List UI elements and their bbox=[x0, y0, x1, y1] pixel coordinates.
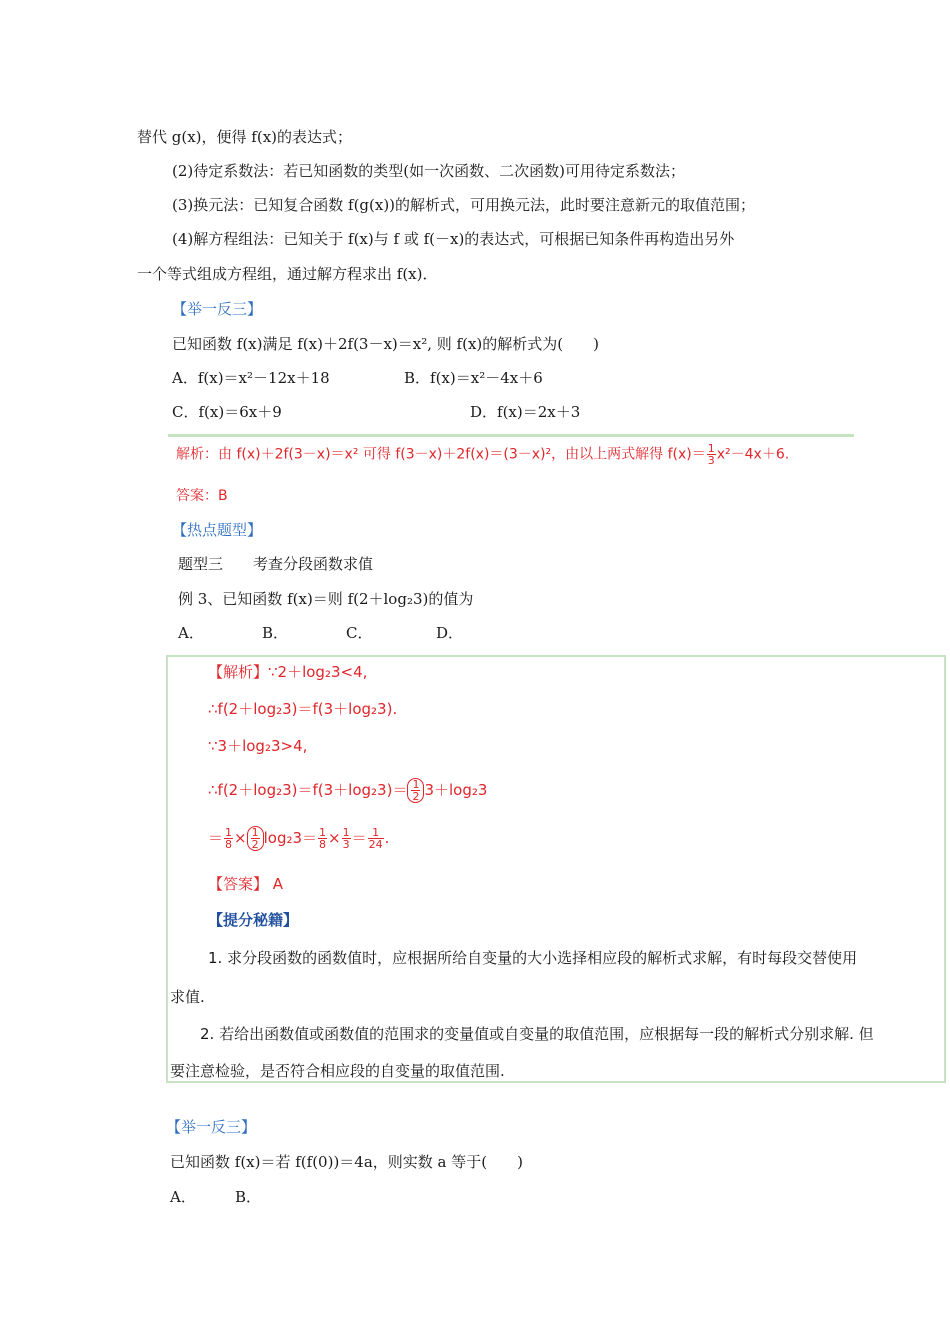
tips-p1-line1: 1. 求分段函数的函数值时，应根据所给自变量的大小选择相应段的解析式求解，有时每段交替使用 bbox=[208, 949, 858, 967]
fraction-denominator: 2 bbox=[251, 838, 259, 851]
ex1-option-c: C．f(x)＝6x＋9 bbox=[172, 403, 282, 421]
tips-p2-line2: 要注意检验，是否符合相应段的自变量的取值范围. bbox=[170, 1062, 505, 1080]
tips-title: 【提分秘籍】 bbox=[208, 911, 299, 929]
ex1-option-b: B．f(x)＝x²－4x＋6 bbox=[404, 369, 543, 387]
ex1-tag: 【举一反三】 bbox=[172, 300, 263, 318]
method-2: (2)待定系数法：若已知函数的类型(如一次函数、二次函数)可用待定系数法； bbox=[172, 162, 685, 180]
fraction-denominator: 8 bbox=[225, 838, 233, 851]
fraction bbox=[342, 827, 351, 850]
fraction-denominator: 3 bbox=[342, 838, 350, 851]
hot-type-title: 题型三 考查分段函数求值 bbox=[178, 555, 374, 573]
fraction-numerator: 1 bbox=[251, 826, 259, 839]
equals: ＝ bbox=[208, 829, 224, 847]
solution-line-1: 【解析】∵2＋log₂3<4, bbox=[208, 663, 368, 681]
ex1-option-d: D．f(x)＝2x＋3 bbox=[470, 403, 581, 421]
ex1-analysis-tail: x²－4x＋6. bbox=[716, 446, 790, 463]
fraction-numerator: 1 bbox=[412, 778, 420, 791]
hot-option-a: A． bbox=[178, 624, 204, 642]
fraction-denominator: 3 bbox=[707, 454, 715, 467]
ex1-analysis bbox=[176, 443, 789, 466]
tips-p1-line2: 求值. bbox=[170, 988, 205, 1006]
ex1-option-a: A．f(x)＝x²－12x＋18 bbox=[172, 369, 330, 387]
ex2-question: 已知函数 f(x)＝若 f(f(0))＝4a，则实数 a 等于( ) bbox=[170, 1153, 523, 1171]
fraction-numerator: 1 bbox=[342, 826, 350, 839]
fraction-denominator: 8 bbox=[319, 838, 327, 851]
fraction-numerator: 1 bbox=[225, 826, 233, 839]
ex1-analysis-text: 解析：由 f(x)＋2f(3－x)＝x² 可得 f(3－x)＋2f(x)＝(3－x)²，由以上两式解得 f(x)＝ bbox=[176, 446, 706, 463]
fraction-numerator: 1 bbox=[368, 827, 384, 839]
fraction-numerator: 1 bbox=[319, 826, 327, 839]
tips-p2-line1: 2. 若给出函数值或函数值的范围求的变量值或自变量的取值范围，应根据每一段的解析式分别求解. 但 bbox=[200, 1025, 874, 1043]
fraction bbox=[411, 779, 420, 802]
fraction-numerator: 1 bbox=[707, 442, 715, 455]
solution-line-4 bbox=[208, 778, 487, 803]
log-term: log₂3＝ bbox=[263, 829, 318, 847]
method-4-line1: (4)解方程组法：已知关于 f(x)与 f 或 f(－x)的表达式，可根据已知条件再构造出另外 bbox=[172, 230, 735, 248]
solution-box bbox=[166, 655, 946, 1083]
method-3: (3)换元法：已知复合函数 f(g(x))的解析式，可用换元法，此时要注意新元的取值范围； bbox=[172, 196, 756, 214]
solution-line-2: ∴f(2＋log₂3)＝f(3＋log₂3). bbox=[208, 700, 398, 718]
ex2-tag: 【举一反三】 bbox=[166, 1118, 257, 1136]
hot-option-b: B． bbox=[262, 624, 289, 642]
ex1-answer: 答案：B bbox=[176, 488, 228, 504]
fraction bbox=[251, 827, 260, 850]
fraction-denominator: 24 bbox=[368, 838, 383, 851]
paren-group bbox=[247, 826, 264, 851]
fraction-denominator: 2 bbox=[412, 790, 420, 803]
solution-line-4-text: ∴f(2＋log₂3)＝f(3＋log₂3)＝ bbox=[208, 781, 408, 799]
times: × bbox=[328, 829, 341, 847]
fraction bbox=[318, 827, 327, 850]
solution-line-4-exponent: 3＋log₂3 bbox=[424, 781, 488, 799]
method-continuation: 替代 g(x)，便得 f(x)的表达式； bbox=[137, 128, 353, 146]
period: . bbox=[384, 829, 390, 847]
hot-option-c: C． bbox=[346, 624, 373, 642]
equals: ＝ bbox=[351, 829, 367, 847]
fraction bbox=[224, 827, 233, 850]
fraction bbox=[707, 443, 716, 466]
ex1-question: 已知函数 f(x)满足 f(x)＋2f(3－x)＝x², 则 f(x)的解析式为( ) bbox=[172, 335, 599, 353]
solution-line-3: ∵3＋log₂3>4, bbox=[208, 737, 308, 755]
hot-tag: 【热点题型】 bbox=[172, 521, 263, 539]
divider bbox=[168, 434, 854, 437]
method-4-line2: 一个等式组成方程组，通过解方程求出 f(x)． bbox=[137, 265, 438, 283]
times: × bbox=[234, 829, 247, 847]
ex2-option-b: B． bbox=[235, 1188, 262, 1206]
paren-group bbox=[407, 778, 424, 803]
ex2-option-a: A． bbox=[170, 1188, 196, 1206]
solution-answer: 【答案】 A bbox=[208, 875, 284, 893]
fraction bbox=[368, 827, 384, 850]
hot-option-d: D． bbox=[436, 624, 464, 642]
hot-example: 例 3、已知函数 f(x)＝则 f(2＋log₂3)的值为 bbox=[178, 590, 474, 608]
solution-line-5 bbox=[208, 826, 389, 851]
